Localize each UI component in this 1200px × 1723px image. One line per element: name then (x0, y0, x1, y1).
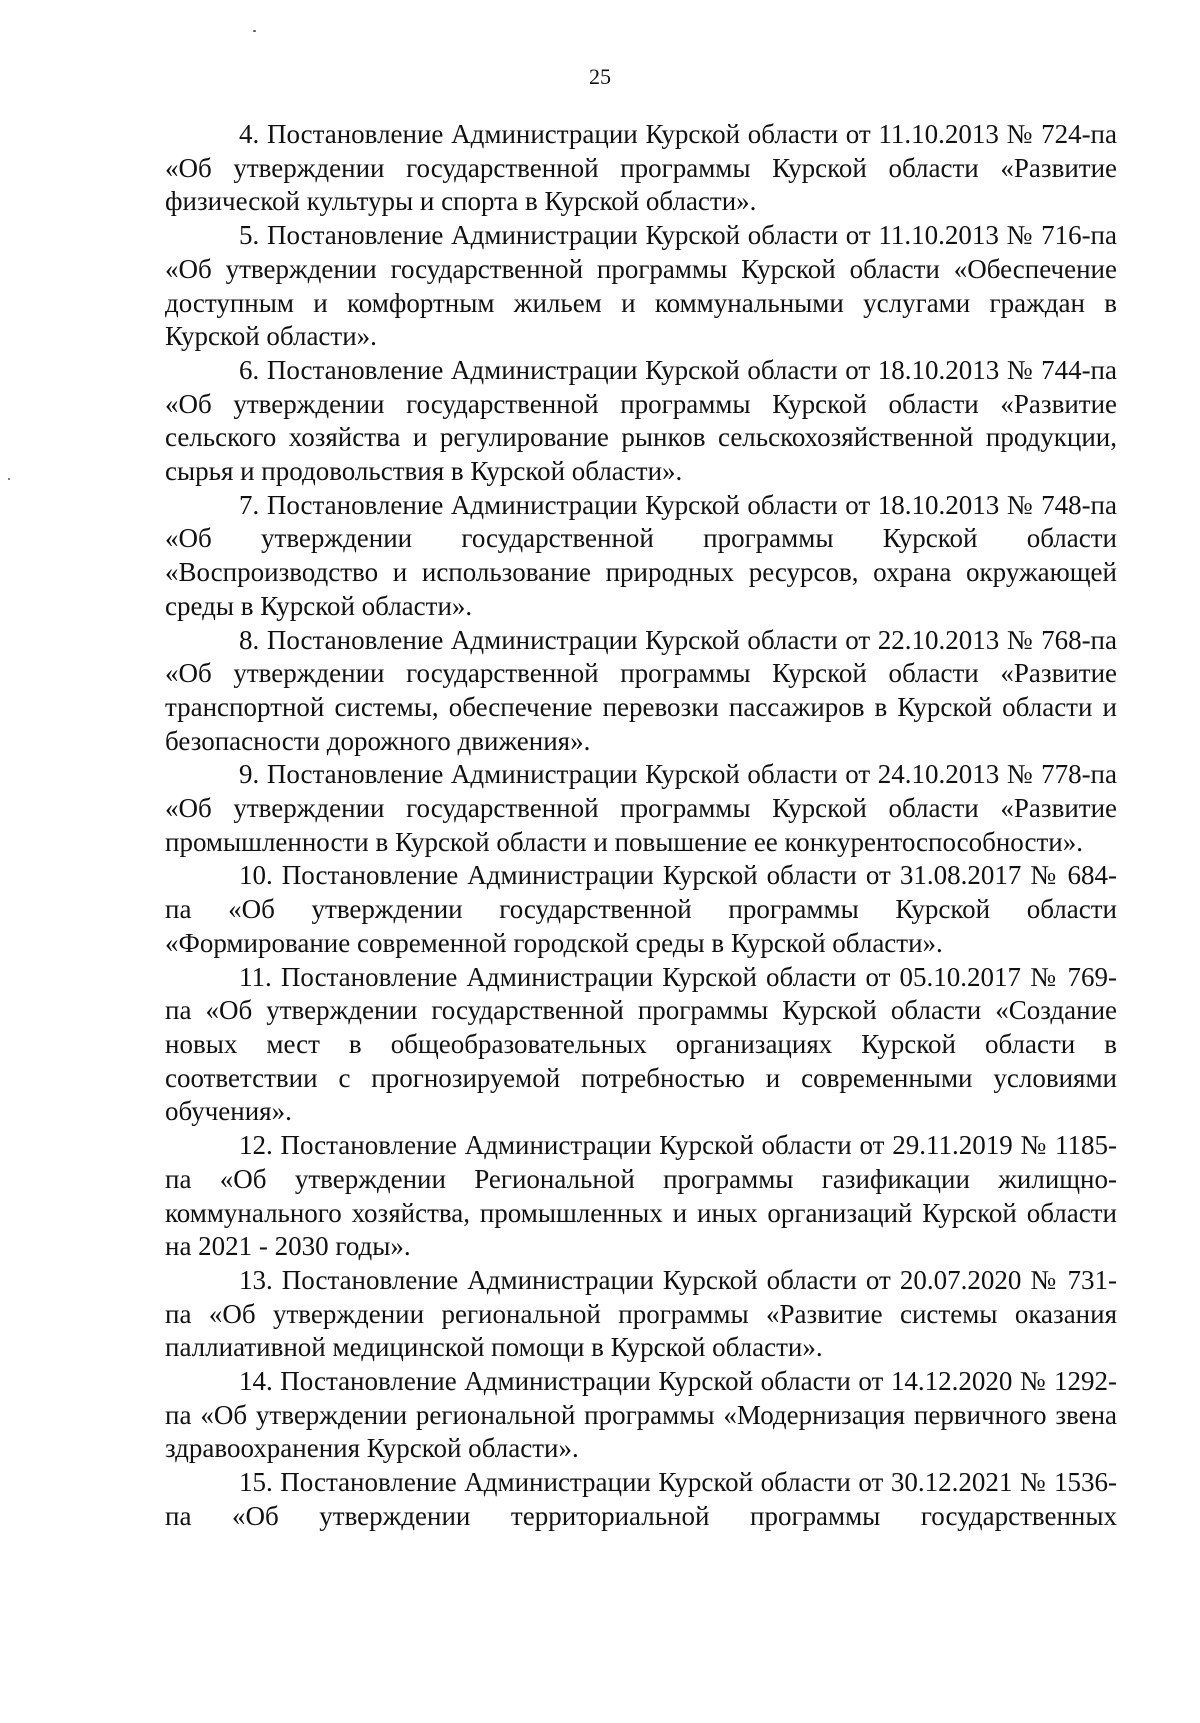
list-item: 8. Постановление Администрации Курской области от 22.10.2013 № 768-па «Об утверждении государственной программы Курской области «Развитие транспортной системы, обеспечение перевозки пассажиров в Курской области и безопасности дорожного движения». (165, 624, 1117, 756)
list-item: 9. Постановление Администрации Курской области от 24.10.2013 № 778-па «Об утверждении государственной программы Курской области «Развитие промышленности в Курской области и повышение ее конкурентоспособности». (165, 759, 1117, 857)
list-item: 14. Постановление Администрации Курской области от 14.12.2020 № 1292-па «Об утверждении региональной программы «Модернизация первичного звена здравоохранения Курской области». (165, 1366, 1117, 1464)
scan-speck (8, 478, 10, 480)
list-item: 13. Постановление Администрации Курской области от 20.07.2020 № 731-па «Об утверждении региональной программы «Развитие системы оказания паллиативной медицинской помощи в Курской области». (165, 1264, 1117, 1363)
list-item: 15. Постановление Администрации Курской области от 30.12.2021 № 1536-па «Об утверждении территориальной программы государственных (165, 1467, 1117, 1531)
list-item: 11. Постановление Администрации Курской области от 05.10.2017 № 769-па «Об утверждении государственной программы Курской области «Создание новых мест в общеобразовательных организациях Курской области в соответствии с прогнозируемой потребностью и современными условиями обучения». (165, 961, 1117, 1127)
list-item: 4. Постановление Администрации Курской области от 11.10.2013 № 724-па «Об утверждении государственной программы Курской области «Развитие физической культуры и спорта в Курской области». (165, 119, 1117, 217)
list-item: 12. Постановление Администрации Курской области от 29.11.2019 № 1185-па «Об утверждении Региональной программы газификации жилищно-коммунального хозяйства, промышленных и иных организаций Курской области на 2021 - 2030 годы». (165, 1130, 1117, 1262)
list-item: 10. Постановление Администрации Курской области от 31.08.2017 № 684-па «Об утверждении государственной программы Курской области «Формирование современной городской среды в Курской области». (165, 860, 1117, 958)
page-number: 25 (589, 64, 611, 89)
list-item: 6. Постановление Администрации Курской области от 18.10.2013 № 744-па «Об утверждении государственной программы Курской области «Развитие сельского хозяйства и регулирование рынков сельскохозяйственной продукции, сырья и продовольствия в Курской области». (165, 354, 1117, 487)
list-item: 7. Постановление Администрации Курской области от 18.10.2013 № 748-па «Об утверждении государственной программы Курской области «Воспроизводство и использование природных ресурсов, охрана окружающей среды в Курской области». (165, 489, 1117, 621)
document-body (165, 118, 1117, 1534)
scan-speck (253, 30, 256, 32)
list-item: 5. Постановление Администрации Курской области от 11.10.2013 № 716-па «Об утверждении государственной программы Курской области «Обеспечение доступным и комфортным жильем и коммунальными услугами граждан в Курской области». (165, 220, 1117, 352)
